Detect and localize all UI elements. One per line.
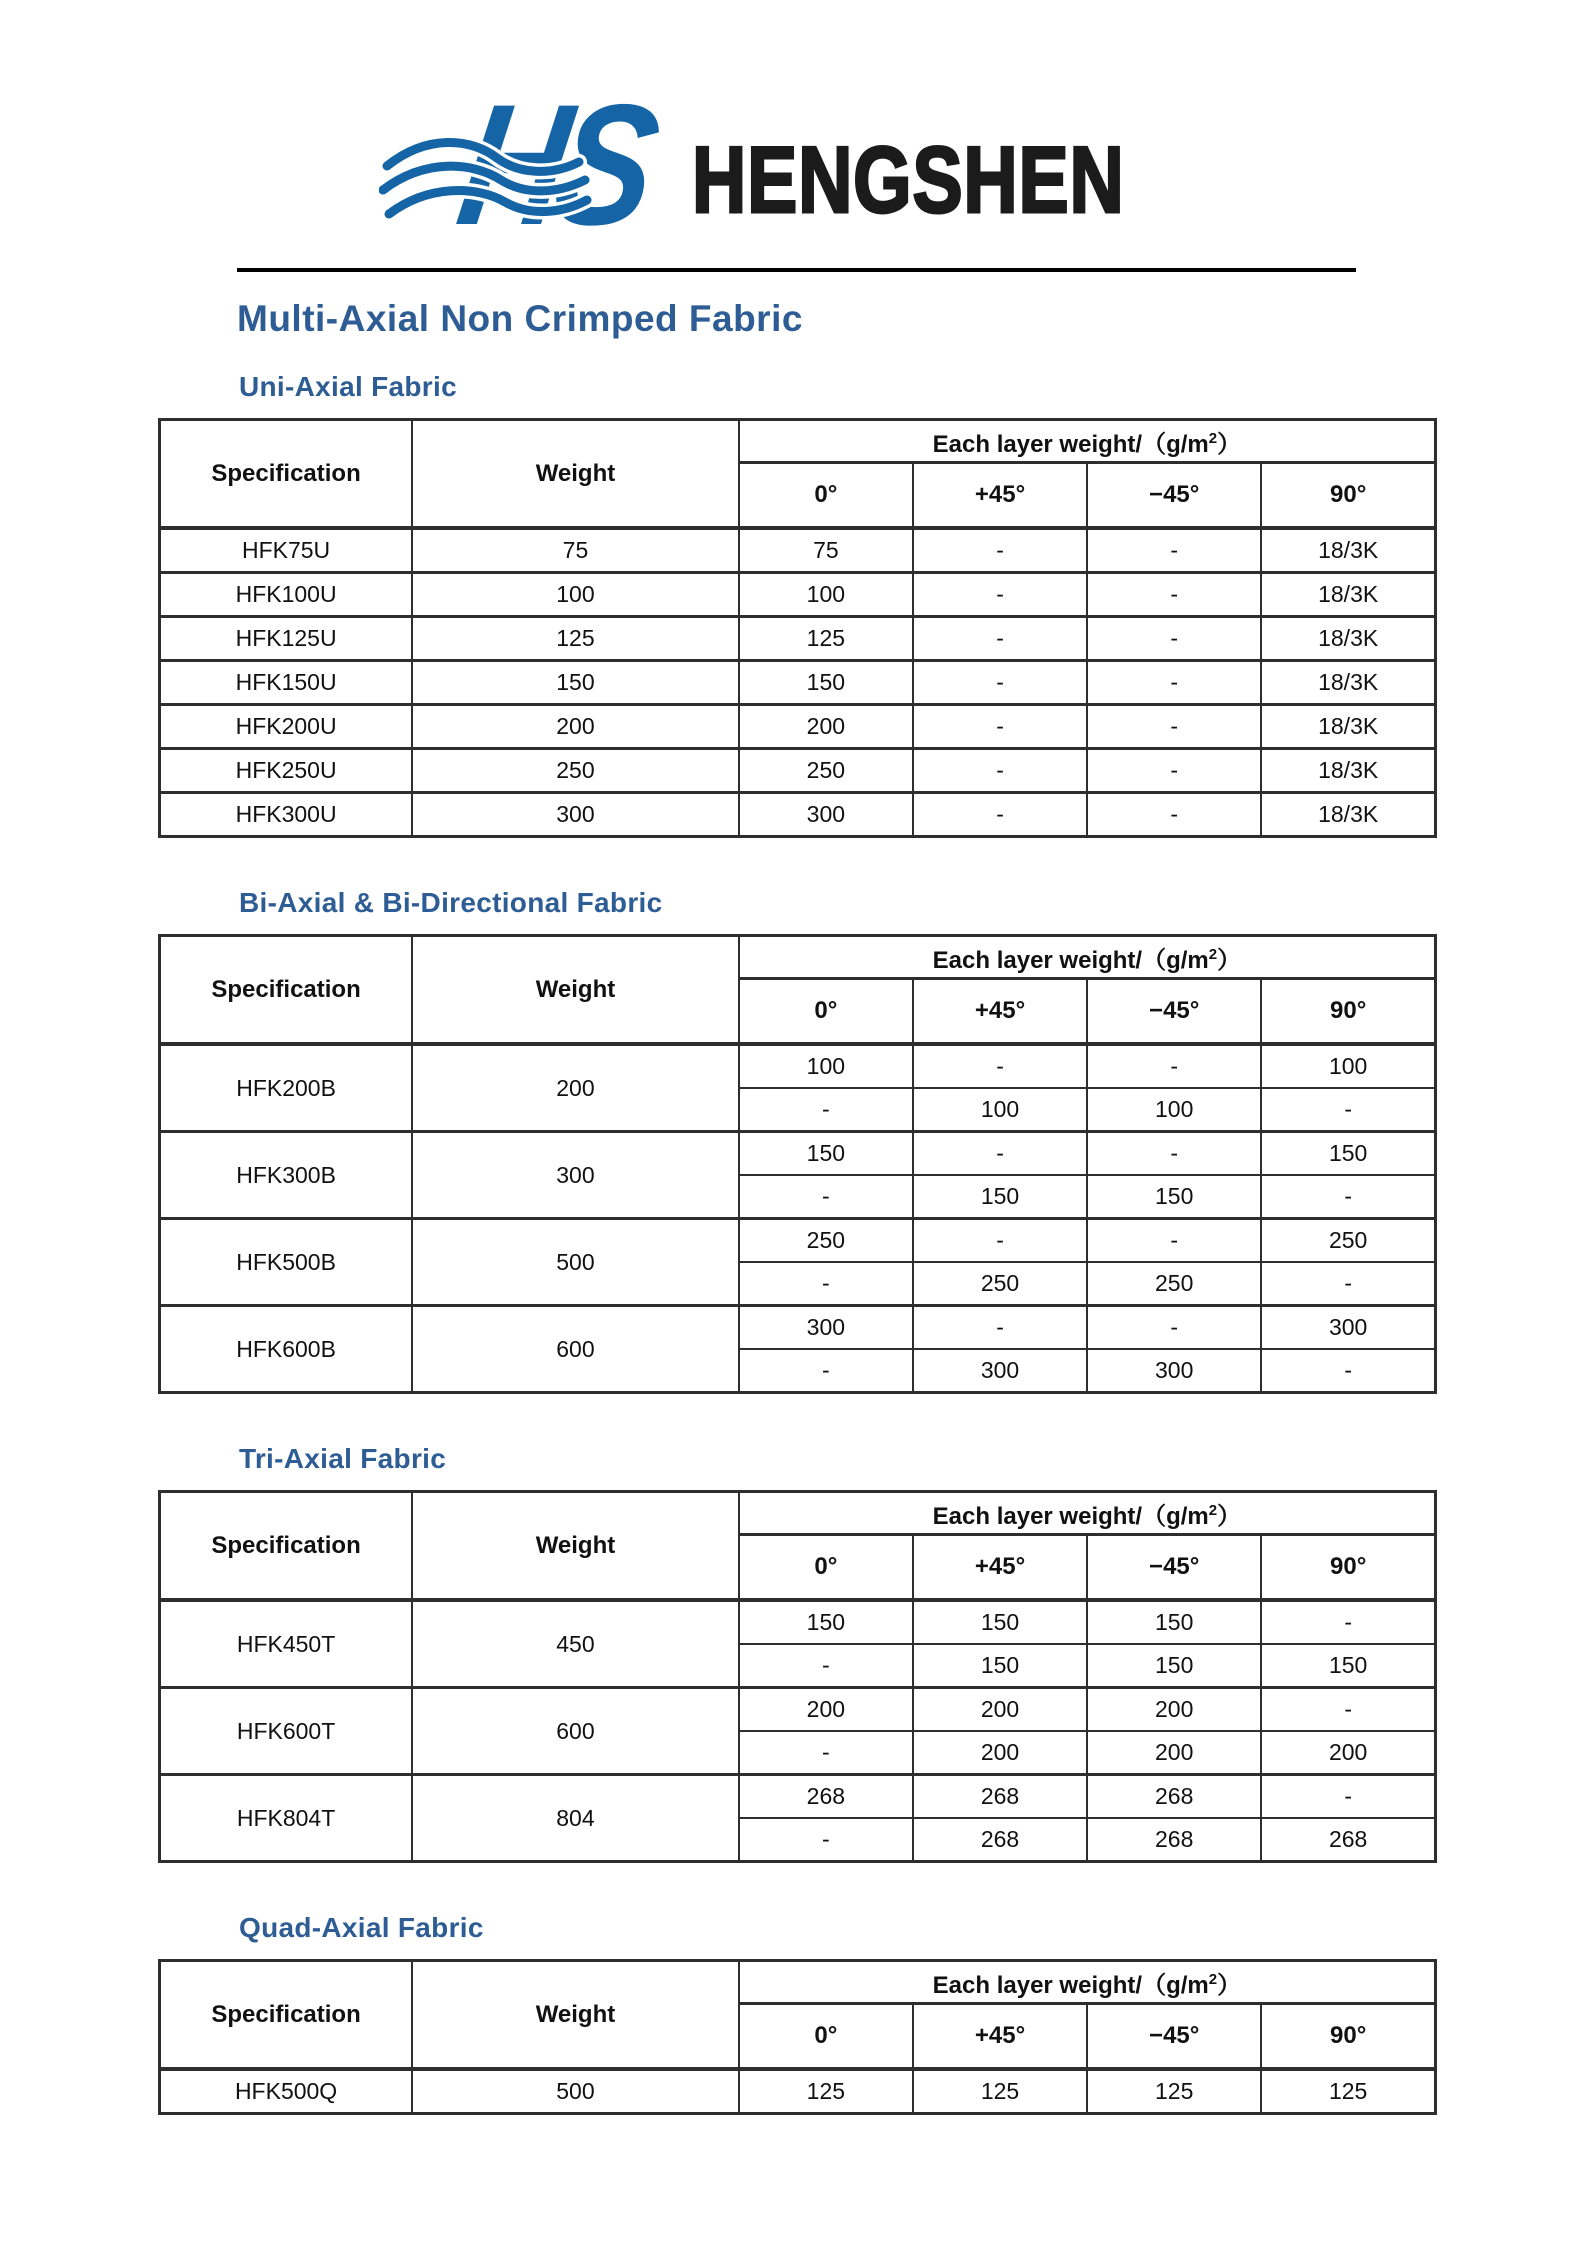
layer-weight-cell: 18/3K	[1261, 705, 1435, 749]
col-header-angle: 90°	[1261, 979, 1435, 1045]
col-header-angle: 0°	[739, 2004, 913, 2070]
col-header-angle: −45°	[1087, 979, 1261, 1045]
layer-weight-cell: 200	[739, 705, 913, 749]
col-header-layer-weight	[739, 1492, 1436, 1535]
col-header-angle: 0°	[739, 1535, 913, 1601]
fabric-table	[158, 418, 1437, 838]
col-header-angle: +45°	[913, 463, 1087, 529]
table-row	[160, 2069, 1436, 2114]
table-row	[160, 1775, 1436, 1819]
layer-weight-cell: 300	[913, 1349, 1087, 1393]
spec-cell: HFK500B	[160, 1219, 413, 1306]
layer-weight-cell: 100	[1087, 1088, 1261, 1132]
col-header-angle: −45°	[1087, 463, 1261, 529]
weight-cell: 150	[412, 661, 739, 705]
col-header-specification: Specification	[160, 420, 413, 529]
fabric-table	[158, 934, 1437, 1394]
section-heading: Quad-Axial Fabric	[239, 1912, 484, 1943]
layer-weight-cell: 150	[1087, 1644, 1261, 1688]
logo-wordmark: HENGSHEN	[692, 127, 1125, 232]
layer-weight-label: Each layer weight/（g/m	[932, 1971, 1209, 1999]
layer-weight-cell: -	[913, 661, 1087, 705]
layer-weight-cell: 18/3K	[1261, 661, 1435, 705]
weight-cell: 250	[412, 749, 739, 793]
layer-weight-cell: 300	[1261, 1306, 1435, 1350]
logo-hs-letters: HS	[447, 69, 662, 261]
fabric-table	[158, 1959, 1437, 2115]
layer-weight-cell: -	[1087, 749, 1261, 793]
spec-cell: HFK75U	[160, 528, 413, 573]
col-header-layer-weight	[739, 936, 1436, 979]
col-header-weight: Weight	[412, 936, 739, 1045]
table-row	[160, 1219, 1436, 1263]
col-header-weight: Weight	[412, 420, 739, 529]
col-header-angle: +45°	[913, 1535, 1087, 1601]
col-header-angle: 90°	[1261, 463, 1435, 529]
layer-weight-cell: 150	[913, 1175, 1087, 1219]
layer-weight-cell: 125	[739, 2069, 913, 2114]
layer-weight-cell: -	[739, 1175, 913, 1219]
weight-cell: 200	[412, 1044, 739, 1132]
company-logo	[158, 69, 1437, 261]
weight-cell: 500	[412, 1219, 739, 1306]
layer-weight-cell: -	[1261, 1349, 1435, 1393]
layer-weight-cell: 125	[1087, 2069, 1261, 2114]
layer-weight-label-close: ）	[1217, 1971, 1242, 1999]
layer-weight-cell: 125	[1261, 2069, 1435, 2114]
spec-cell: HFK300B	[160, 1132, 413, 1219]
layer-weight-cell: -	[739, 1349, 913, 1393]
layer-weight-cell: -	[913, 705, 1087, 749]
layer-weight-cell: -	[739, 1818, 913, 1862]
weight-cell: 500	[412, 2069, 739, 2114]
sections-container	[158, 370, 1437, 2115]
layer-weight-superscript: 2	[1208, 945, 1218, 963]
spec-cell: HFK150U	[160, 661, 413, 705]
layer-weight-cell: -	[1087, 617, 1261, 661]
table-row	[160, 1688, 1436, 1732]
weight-cell: 300	[412, 1132, 739, 1219]
layer-weight-cell: -	[1087, 1219, 1261, 1263]
layer-weight-cell: 150	[1087, 1600, 1261, 1644]
spec-cell: HFK300U	[160, 793, 413, 837]
col-header-angle: 90°	[1261, 2004, 1435, 2070]
layer-weight-cell: 150	[913, 1644, 1087, 1688]
layer-weight-cell: 18/3K	[1261, 749, 1435, 793]
layer-weight-cell: -	[1261, 1688, 1435, 1732]
col-header-layer-weight	[739, 1961, 1436, 2004]
weight-cell: 125	[412, 617, 739, 661]
col-header-angle: 90°	[1261, 1535, 1435, 1601]
weight-cell: 600	[412, 1688, 739, 1775]
spec-cell: HFK600B	[160, 1306, 413, 1393]
layer-weight-cell: 200	[913, 1688, 1087, 1732]
layer-weight-cell: 150	[1261, 1132, 1435, 1176]
layer-weight-cell: 200	[913, 1731, 1087, 1775]
layer-weight-cell: 300	[739, 1306, 913, 1350]
weight-cell: 200	[412, 705, 739, 749]
layer-weight-cell: -	[1087, 1132, 1261, 1176]
layer-weight-cell: -	[913, 528, 1087, 573]
layer-weight-cell: 268	[739, 1775, 913, 1819]
layer-weight-cell: 18/3K	[1261, 573, 1435, 617]
layer-weight-cell: -	[739, 1731, 913, 1775]
layer-weight-label-close: ）	[1217, 946, 1242, 974]
weight-cell: 300	[412, 793, 739, 837]
layer-weight-label-close: ）	[1217, 430, 1242, 458]
table-row	[160, 1132, 1436, 1176]
layer-weight-cell: 150	[739, 1600, 913, 1644]
layer-weight-cell: -	[739, 1088, 913, 1132]
col-header-specification: Specification	[160, 936, 413, 1045]
table-row	[160, 705, 1436, 749]
header-divider	[237, 268, 1356, 272]
logo-wordmark-wrap	[692, 127, 1144, 232]
layer-weight-cell: 250	[1087, 1262, 1261, 1306]
layer-weight-cell: 250	[1261, 1219, 1435, 1263]
layer-weight-cell: 200	[1087, 1688, 1261, 1732]
layer-weight-cell: -	[913, 1132, 1087, 1176]
layer-weight-cell: 200	[739, 1688, 913, 1732]
layer-weight-cell: -	[913, 749, 1087, 793]
layer-weight-cell: 18/3K	[1261, 528, 1435, 573]
layer-weight-label-close: ）	[1217, 1502, 1242, 1530]
col-header-angle: +45°	[913, 2004, 1087, 2070]
layer-weight-cell: -	[1087, 793, 1261, 837]
layer-weight-cell: 100	[1261, 1044, 1435, 1088]
weight-cell: 450	[412, 1600, 739, 1688]
layer-weight-cell: 150	[1261, 1644, 1435, 1688]
table-row	[160, 661, 1436, 705]
col-header-weight: Weight	[412, 1961, 739, 2070]
layer-weight-superscript: 2	[1208, 429, 1218, 447]
layer-weight-cell: 125	[739, 617, 913, 661]
spec-cell: HFK500Q	[160, 2069, 413, 2114]
spec-cell: HFK100U	[160, 573, 413, 617]
section-heading: Uni-Axial Fabric	[239, 371, 457, 402]
spec-cell: HFK200U	[160, 705, 413, 749]
layer-weight-superscript: 2	[1208, 1501, 1218, 1519]
layer-weight-cell: -	[913, 617, 1087, 661]
table-row	[160, 1306, 1436, 1350]
layer-weight-cell: -	[913, 793, 1087, 837]
layer-weight-cell: 300	[739, 793, 913, 837]
layer-weight-cell: 18/3K	[1261, 793, 1435, 837]
layer-weight-cell: 268	[1261, 1818, 1435, 1862]
weight-cell: 600	[412, 1306, 739, 1393]
layer-weight-cell: 150	[739, 661, 913, 705]
layer-weight-cell: 150	[913, 1600, 1087, 1644]
logo-monogram	[447, 69, 676, 261]
layer-weight-cell: -	[1087, 1306, 1261, 1350]
col-header-layer-weight	[739, 420, 1436, 463]
table-row	[160, 793, 1436, 837]
col-header-angle: −45°	[1087, 2004, 1261, 2070]
layer-weight-label: Each layer weight/（g/m	[932, 946, 1209, 974]
section-heading: Tri-Axial Fabric	[239, 1443, 447, 1474]
layer-weight-label: Each layer weight/（g/m	[932, 1502, 1209, 1530]
col-header-angle: +45°	[913, 979, 1087, 1045]
layer-weight-cell: -	[1261, 1775, 1435, 1819]
layer-weight-cell: 250	[739, 1219, 913, 1263]
table-row	[160, 1044, 1436, 1088]
table-row	[160, 617, 1436, 661]
col-header-angle: −45°	[1087, 1535, 1261, 1601]
layer-weight-cell: 100	[739, 573, 913, 617]
layer-weight-superscript: 2	[1208, 1970, 1218, 1988]
weight-cell: 804	[412, 1775, 739, 1862]
layer-weight-cell: -	[913, 1306, 1087, 1350]
col-header-specification: Specification	[160, 1961, 413, 2070]
weight-cell: 100	[412, 573, 739, 617]
layer-weight-cell: 100	[739, 1044, 913, 1088]
layer-weight-cell: -	[1087, 661, 1261, 705]
layer-weight-cell: -	[913, 1044, 1087, 1088]
layer-weight-cell: 250	[913, 1262, 1087, 1306]
layer-weight-cell: 75	[739, 528, 913, 573]
layer-weight-cell: 100	[913, 1088, 1087, 1132]
spec-cell: HFK804T	[160, 1775, 413, 1862]
col-header-angle: 0°	[739, 979, 913, 1045]
table-row	[160, 1600, 1436, 1644]
spec-cell: HFK250U	[160, 749, 413, 793]
layer-weight-cell: -	[1087, 1044, 1261, 1088]
layer-weight-cell: 200	[1087, 1731, 1261, 1775]
layer-weight-cell: -	[913, 573, 1087, 617]
col-header-specification: Specification	[160, 1492, 413, 1601]
layer-weight-cell: 200	[1261, 1731, 1435, 1775]
layer-weight-cell: 18/3K	[1261, 617, 1435, 661]
col-header-weight: Weight	[412, 1492, 739, 1601]
spec-cell: HFK200B	[160, 1044, 413, 1132]
layer-weight-cell: -	[1087, 573, 1261, 617]
layer-weight-cell: -	[1261, 1600, 1435, 1644]
layer-weight-cell: 268	[1087, 1775, 1261, 1819]
spec-cell: HFK450T	[160, 1600, 413, 1688]
col-header-angle: 0°	[739, 463, 913, 529]
layer-weight-cell: -	[739, 1644, 913, 1688]
weight-cell: 75	[412, 528, 739, 573]
layer-weight-cell: 268	[913, 1775, 1087, 1819]
table-row	[160, 749, 1436, 793]
layer-weight-cell: -	[1261, 1175, 1435, 1219]
page-title: Multi-Axial Non Crimped Fabric	[237, 298, 803, 339]
layer-weight-cell: -	[1261, 1088, 1435, 1132]
layer-weight-cell: -	[913, 1219, 1087, 1263]
layer-weight-cell: 250	[739, 749, 913, 793]
layer-weight-cell: 300	[1087, 1349, 1261, 1393]
spec-cell: HFK125U	[160, 617, 413, 661]
table-row	[160, 528, 1436, 573]
layer-weight-cell: -	[739, 1262, 913, 1306]
section-heading: Bi-Axial & Bi-Directional Fabric	[239, 887, 663, 918]
fabric-table	[158, 1490, 1437, 1863]
layer-weight-cell: -	[1261, 1262, 1435, 1306]
layer-weight-cell: -	[1087, 528, 1261, 573]
layer-weight-cell: 268	[1087, 1818, 1261, 1862]
layer-weight-label: Each layer weight/（g/m	[932, 430, 1209, 458]
layer-weight-cell: 125	[913, 2069, 1087, 2114]
layer-weight-cell: 150	[1087, 1175, 1261, 1219]
spec-cell: HFK600T	[160, 1688, 413, 1775]
layer-weight-cell: 268	[913, 1818, 1087, 1862]
layer-weight-cell: -	[1087, 705, 1261, 749]
table-row	[160, 573, 1436, 617]
layer-weight-cell: 150	[739, 1132, 913, 1176]
